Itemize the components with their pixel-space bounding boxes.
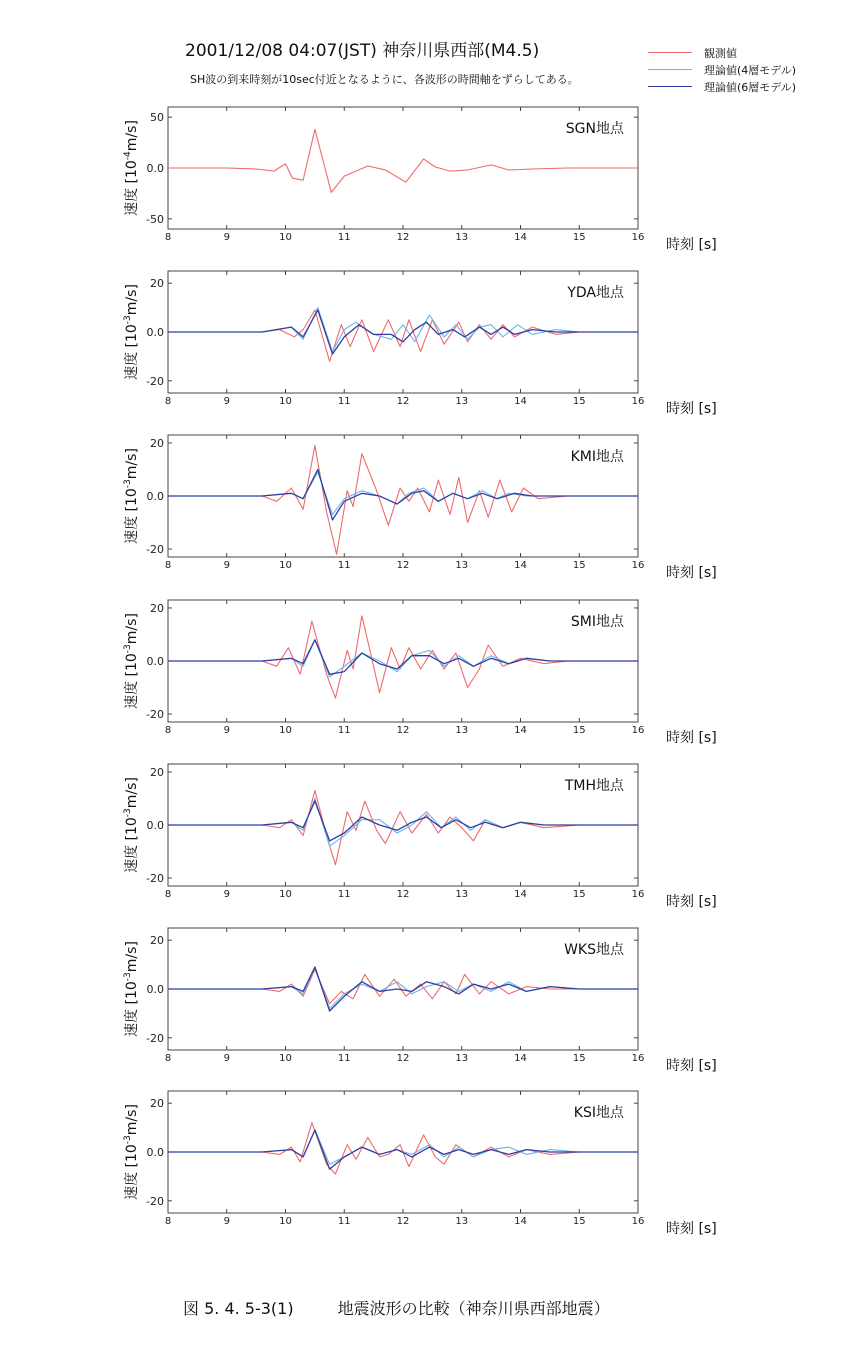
panel-smi [123, 600, 717, 746]
x-tick-label: 12 [396, 560, 410, 571]
x-tick-label: 10 [279, 1053, 292, 1064]
y-tick-label: 20 [150, 1097, 164, 1111]
x-tick-label: 11 [337, 889, 351, 900]
x-tick-label: 10 [279, 560, 292, 571]
x-tick-label: 8 [164, 1053, 172, 1064]
y-tick-label: 20 [150, 765, 164, 779]
x-tick-label: 9 [223, 232, 230, 243]
x-tick-label: 13 [455, 889, 469, 900]
x-tick-label: 13 [455, 1053, 469, 1064]
x-tick-label: 8 [164, 889, 172, 900]
panel-kmi [123, 435, 717, 581]
y-tick-label: 20 [150, 934, 164, 948]
station-label: KMI地点 [570, 449, 624, 465]
x-tick-label: 13 [455, 232, 469, 243]
x-tick-label: 14 [514, 1053, 527, 1064]
x-axis-label: 時刻 [s] [666, 1221, 717, 1237]
x-tick-label: 16 [631, 889, 645, 900]
x-axis-label: 時刻 [s] [666, 1058, 717, 1074]
station-label: SMI地点 [570, 614, 624, 630]
y-axis-label: 速度 $[10^{-3}m/s]$ [123, 1104, 140, 1200]
x-tick-label: 9 [223, 560, 230, 571]
legend-label-theory-4layer: 理論値(4層モデル) [704, 63, 797, 77]
x-tick-label: 8 [164, 725, 172, 736]
x-tick-label: 14 [514, 396, 527, 407]
x-tick-label: 15 [572, 396, 586, 407]
x-tick-label: 12 [396, 1053, 410, 1064]
caption-number: 図 5. 4. 5-3(1) [183, 1299, 294, 1318]
x-tick-label: 12 [396, 1216, 410, 1227]
y-axis-label: 速度 $[10^{-3}m/s]$ [123, 284, 140, 380]
x-tick-label: 8 [164, 396, 172, 407]
y-tick-label: 0.0 [146, 983, 164, 996]
y-tick-label: 20 [150, 277, 164, 291]
y-axis-label: 速度 $[10^{-3}m/s]$ [123, 941, 140, 1037]
x-tick-label: 11 [337, 1216, 351, 1227]
x-tick-label: 9 [223, 889, 230, 900]
x-tick-label: 10 [279, 725, 292, 736]
x-tick-label: 8 [164, 1216, 172, 1227]
panel-yda [123, 271, 717, 417]
y-tick-label: -50 [146, 212, 164, 226]
x-tick-label: 9 [223, 1053, 230, 1064]
y-tick-label: 0.0 [146, 819, 164, 832]
y-tick-label: -20 [146, 708, 164, 722]
x-tick-label: 15 [572, 560, 586, 571]
x-tick-label: 14 [514, 725, 527, 736]
x-tick-label: 11 [337, 560, 351, 571]
panel-ksi [123, 1091, 717, 1237]
x-tick-label: 16 [631, 725, 645, 736]
x-tick-label: 10 [279, 1216, 292, 1227]
y-tick-label: 0.0 [146, 1146, 164, 1159]
x-tick-label: 15 [572, 232, 586, 243]
y-tick-label: 0.0 [146, 655, 164, 668]
panel-wks [123, 928, 717, 1074]
x-tick-label: 15 [572, 1053, 586, 1064]
x-tick-label: 15 [572, 725, 586, 736]
x-axis-label: 時刻 [s] [666, 237, 717, 253]
x-tick-label: 9 [223, 725, 230, 736]
x-tick-label: 14 [514, 560, 527, 571]
y-tick-label: 0.0 [146, 490, 164, 503]
x-tick-label: 9 [223, 396, 230, 407]
x-tick-label: 12 [396, 232, 410, 243]
figure-subtitle: SH波の到来時刻が10sec付近となるように、各波形の時間軸をずらしてある。 [190, 73, 579, 86]
y-tick-label: 0.0 [146, 326, 164, 339]
x-tick-label: 13 [455, 560, 469, 571]
y-tick-label: 20 [150, 436, 164, 450]
legend-label-observed: 観測値 [704, 46, 737, 60]
x-tick-label: 14 [514, 889, 527, 900]
x-tick-label: 16 [631, 232, 645, 243]
y-axis-label: 速度 $[10^{-3}m/s]$ [123, 777, 140, 873]
y-tick-label: -20 [146, 1031, 164, 1045]
x-tick-label: 8 [164, 560, 172, 571]
station-label: WKS地点 [564, 942, 624, 958]
y-tick-label: -20 [146, 872, 164, 886]
station-label: KSI地点 [573, 1105, 624, 1121]
y-axis-label: 速度 $[10^{-4}m/s]$ [123, 120, 140, 216]
panel-tmh [123, 764, 717, 910]
station-label: SGN地点 [565, 121, 624, 137]
x-tick-label: 11 [337, 1053, 351, 1064]
x-axis-label: 時刻 [s] [666, 894, 717, 910]
x-tick-label: 10 [279, 232, 292, 243]
x-tick-label: 14 [514, 1216, 527, 1227]
y-axis-label: 速度 $[10^{-3}m/s]$ [123, 448, 140, 544]
x-tick-label: 16 [631, 396, 645, 407]
x-tick-label: 13 [455, 396, 469, 407]
x-tick-label: 12 [396, 396, 410, 407]
legend-label-theory-6layer: 理論値(6層モデル) [704, 80, 797, 94]
y-tick-label: -20 [146, 1194, 164, 1208]
x-tick-label: 15 [572, 1216, 586, 1227]
y-axis-label: 速度 $[10^{-3}m/s]$ [123, 613, 140, 709]
station-label: TMH地点 [564, 778, 624, 794]
x-tick-label: 11 [337, 396, 351, 407]
x-tick-label: 10 [279, 396, 292, 407]
station-label: YDA地点 [567, 285, 624, 301]
x-tick-label: 13 [455, 1216, 469, 1227]
x-tick-label: 16 [631, 1216, 645, 1227]
x-tick-label: 15 [572, 889, 586, 900]
x-axis-label: 時刻 [s] [666, 730, 717, 746]
y-tick-label: -20 [146, 374, 164, 388]
figure-caption [183, 1296, 610, 1319]
x-tick-label: 16 [631, 560, 645, 571]
x-axis-label: 時刻 [s] [666, 565, 717, 581]
x-tick-label: 9 [223, 1216, 230, 1227]
x-tick-label: 16 [631, 1053, 645, 1064]
x-tick-label: 11 [337, 725, 351, 736]
panel-sgn [123, 107, 717, 253]
y-tick-label: 0.0 [146, 162, 164, 175]
x-tick-label: 11 [337, 232, 351, 243]
x-tick-label: 8 [164, 232, 172, 243]
figure-title: 2001/12/08 04:07(JST) 神奈川県西部(M4.5) [185, 41, 540, 61]
x-axis-label: 時刻 [s] [666, 401, 717, 417]
y-tick-label: -20 [146, 543, 164, 557]
caption-title: 地震波形の比較（神奈川県西部地震） [337, 1299, 610, 1318]
x-tick-label: 14 [514, 232, 527, 243]
x-tick-label: 12 [396, 725, 410, 736]
y-tick-label: 50 [150, 111, 164, 125]
x-tick-label: 12 [396, 889, 410, 900]
x-tick-label: 10 [279, 889, 292, 900]
y-tick-label: 20 [150, 601, 164, 615]
x-tick-label: 13 [455, 725, 469, 736]
